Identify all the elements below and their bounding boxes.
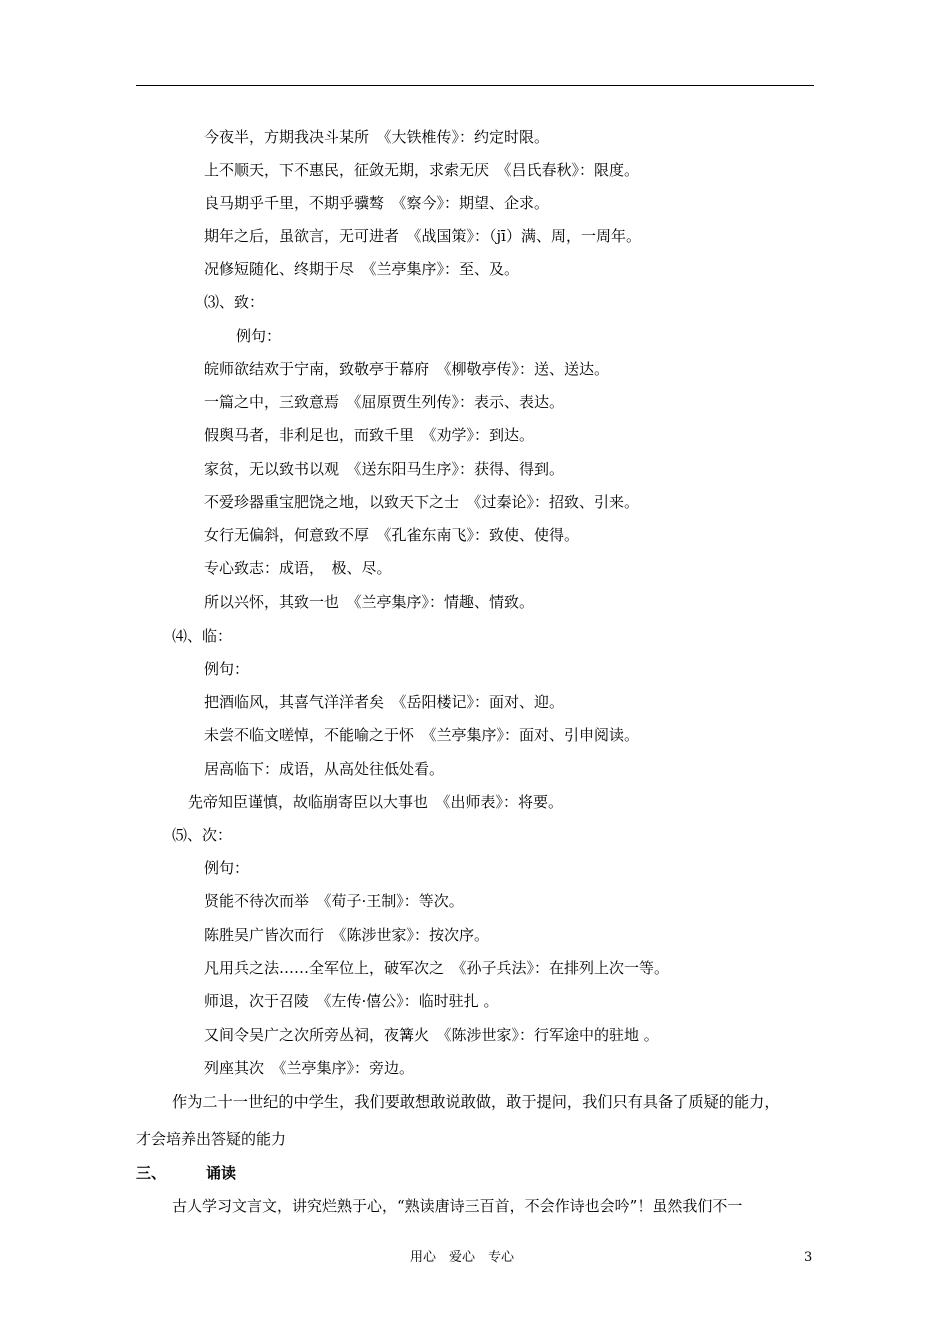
- paragraph-line: 才会培养出答疑的能力: [136, 1130, 287, 1148]
- text-line: 贤能不待次而举 《荀子·王制》：等次。: [204, 892, 464, 910]
- subsection-label: ⑸、次：: [172, 826, 233, 844]
- text-line: 皖师欲结欢于宁南，致敬亭于幕府 《柳敬亭传》：送、送达。: [204, 360, 610, 378]
- text-line: 期年之后，虽欲言，无可进者 《战国策》：（jī）满、周，一周年。: [204, 227, 641, 245]
- text-line: 未尝不临文嗟悼，不能喻之于怀 《兰亭集序》：面对、引申阅读。: [204, 726, 640, 744]
- text-line: 良马期乎千里，不期乎骥骜 《察今》：期望、企求。: [204, 194, 550, 212]
- text-line: 把酒临风，其喜气洋洋者矣 《岳阳楼记》：面对、迎。: [204, 693, 565, 711]
- text-line: 专心致志：成语， 极、尽。: [204, 559, 392, 577]
- text-line: 上不顺天，下不惠民，征敛无期，求索无厌 《吕氏春秋》：限度。: [204, 161, 640, 179]
- section-heading: [136, 1163, 236, 1183]
- text-line: 女行无偏斜，何意致不厚 《孔雀东南飞》：致使、使得。: [204, 526, 580, 544]
- header-rule: [136, 85, 814, 86]
- text-line: 师退，次于召陵 《左传·僖公》：临时驻扎 。: [204, 992, 499, 1010]
- footer-motto: 用心 爱心 专心: [410, 1250, 515, 1265]
- text-line: 一篇之中，三致意焉 《屈原贾生列传》：表示、表达。: [204, 393, 565, 411]
- paragraph-line: 古人学习文言文，讲究烂熟于心，“熟读唐诗三百首，不会作诗也会吟”！虽然我们不一: [172, 1197, 743, 1215]
- section-number: 三、: [136, 1164, 167, 1182]
- subsection-label: ⑶、致：: [204, 293, 265, 311]
- paragraph-line: 作为二十一世纪的中学生，我们要敢想敢说敢做，敢于提问，我们只有具备了质疑的能力，: [172, 1093, 780, 1111]
- text-line: 所以兴怀，其致一也 《兰亭集序》：情趣、情致。: [204, 593, 535, 611]
- text-line: 先帝知臣谨慎，故临崩寄臣以大事也 《出师表》：将要。: [188, 793, 564, 811]
- text-line: 居高临下：成语，从高处往低处看。: [204, 760, 445, 778]
- text-line: 又间令吴广之次所旁丛祠，夜篝火 《陈涉世家》：行军途中的驻地 。: [204, 1026, 659, 1044]
- example-label: 例句：: [204, 859, 250, 877]
- text-line: 今夜半，方期我决斗某所 《大铁椎传》：约定时限。: [204, 128, 550, 146]
- example-label: 例句：: [204, 660, 250, 678]
- text-line: 况修短随化、终期于尽 《兰亭集序》：至、及。: [204, 260, 520, 278]
- text-line: 不爱珍器重宝肥饶之地，以致天下之士 《过秦论》：招致、引来。: [204, 493, 640, 511]
- section-title: 诵读: [206, 1164, 237, 1182]
- text-line: 列座其次 《兰亭集序》：旁边。: [204, 1059, 415, 1077]
- subsection-label: ⑷、临：: [172, 627, 233, 645]
- text-line: 家贫，无以致书以观 《送东阳马生序》：获得、得到。: [204, 460, 565, 478]
- example-label: 例句：: [236, 327, 282, 345]
- text-line: 假舆马者，非利足也，而致千里 《劝学》：到达。: [204, 426, 535, 444]
- text-line: 凡用兵之法……全军位上，破军次之 《孙子兵法》：在排列上次一等。: [204, 959, 670, 977]
- page-number: 3: [804, 1250, 813, 1265]
- text-line: 陈胜吴广皆次而行 《陈涉世家》：按次序。: [204, 926, 490, 944]
